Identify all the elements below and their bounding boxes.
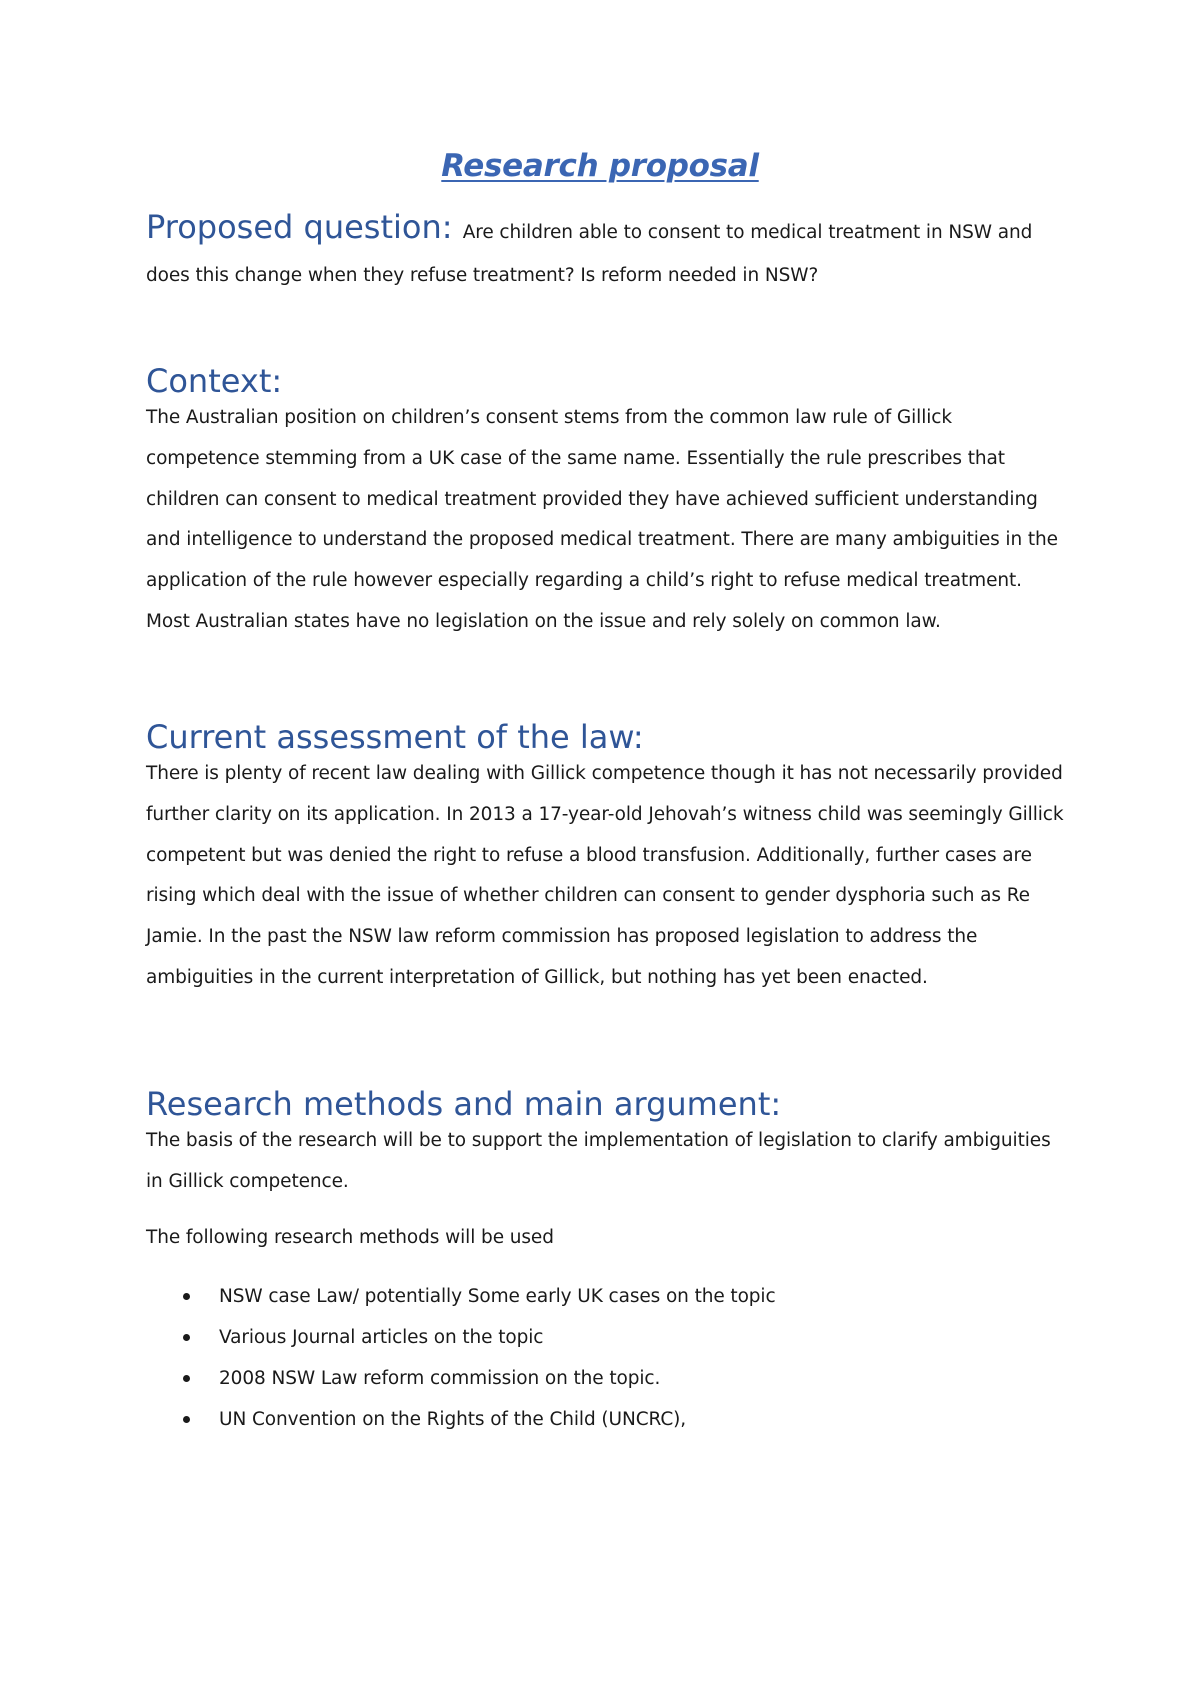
research-methods-list bbox=[146, 1276, 776, 1440]
research-methods-intro: The following research methods will be used bbox=[146, 1227, 554, 1248]
proposed-question-text-line2: does this change when they refuse treatment? Is reform needed in NSW? bbox=[146, 265, 819, 286]
context-heading: Context: bbox=[146, 362, 283, 400]
current-assessment-body: There is plenty of recent law dealing with Gillick competence though it has not necessarily provided further clarity on its application. In 2013 a 17-year-old Jehovah’s witness child was seemingly Gillick competent but was denied the right to refuse a blood transfusion. Additionally, further cases are rising which deal with the issue of whether children can consent to gender dysphoria such as Re Jamie. In the past the NSW law reform commission has proposed legislation to address the ambiguities in the current interpretation of Gillick, but nothing has yet been enacted. bbox=[146, 763, 1064, 988]
list-item-text: 2008 NSW Law reform commission on the topic. bbox=[219, 1368, 661, 1389]
proposed-question-text-line1: Are children able to consent to medical treatment in NSW and bbox=[462, 222, 1033, 243]
research-methods-body: The basis of the research will be to support the implementation of legislation to clarify ambiguities in Gillick competence. bbox=[146, 1130, 1051, 1192]
bullet-icon bbox=[183, 1293, 190, 1300]
list-item-text: Various Journal articles on the topic bbox=[219, 1327, 544, 1348]
research-methods-heading: Research methods and main argument: bbox=[146, 1085, 782, 1123]
document-title: Research proposal bbox=[441, 148, 759, 184]
bullet-icon bbox=[183, 1334, 190, 1341]
proposed-question-line bbox=[146, 208, 1032, 246]
bullet-icon bbox=[183, 1416, 190, 1423]
proposed-question-heading: Proposed question: bbox=[146, 208, 453, 246]
list-item bbox=[146, 1399, 776, 1440]
list-item-text: NSW case Law/ potentially Some early UK cases on the topic bbox=[219, 1286, 776, 1307]
current-assessment-heading: Current assessment of the law: bbox=[146, 718, 644, 756]
list-item bbox=[146, 1358, 776, 1399]
context-body: The Australian position on children’s consent stems from the common law rule of Gillick competence stemming from a UK case of the same name. Essentially the rule prescribes that children can consent to medical treatment provided they have achieved sufficient understanding and intelligence to understand the proposed medical treatment. There are many ambiguities in the application of the rule however especially regarding a child’s right to refuse medical treatment. Most Australian states have no legislation on the issue and rely solely on common law. bbox=[146, 407, 1058, 632]
list-item bbox=[146, 1317, 776, 1358]
list-item-text: UN Convention on the Rights of the Child (UNCRC), bbox=[219, 1409, 687, 1430]
bullet-icon bbox=[183, 1375, 190, 1382]
list-item bbox=[146, 1276, 776, 1317]
